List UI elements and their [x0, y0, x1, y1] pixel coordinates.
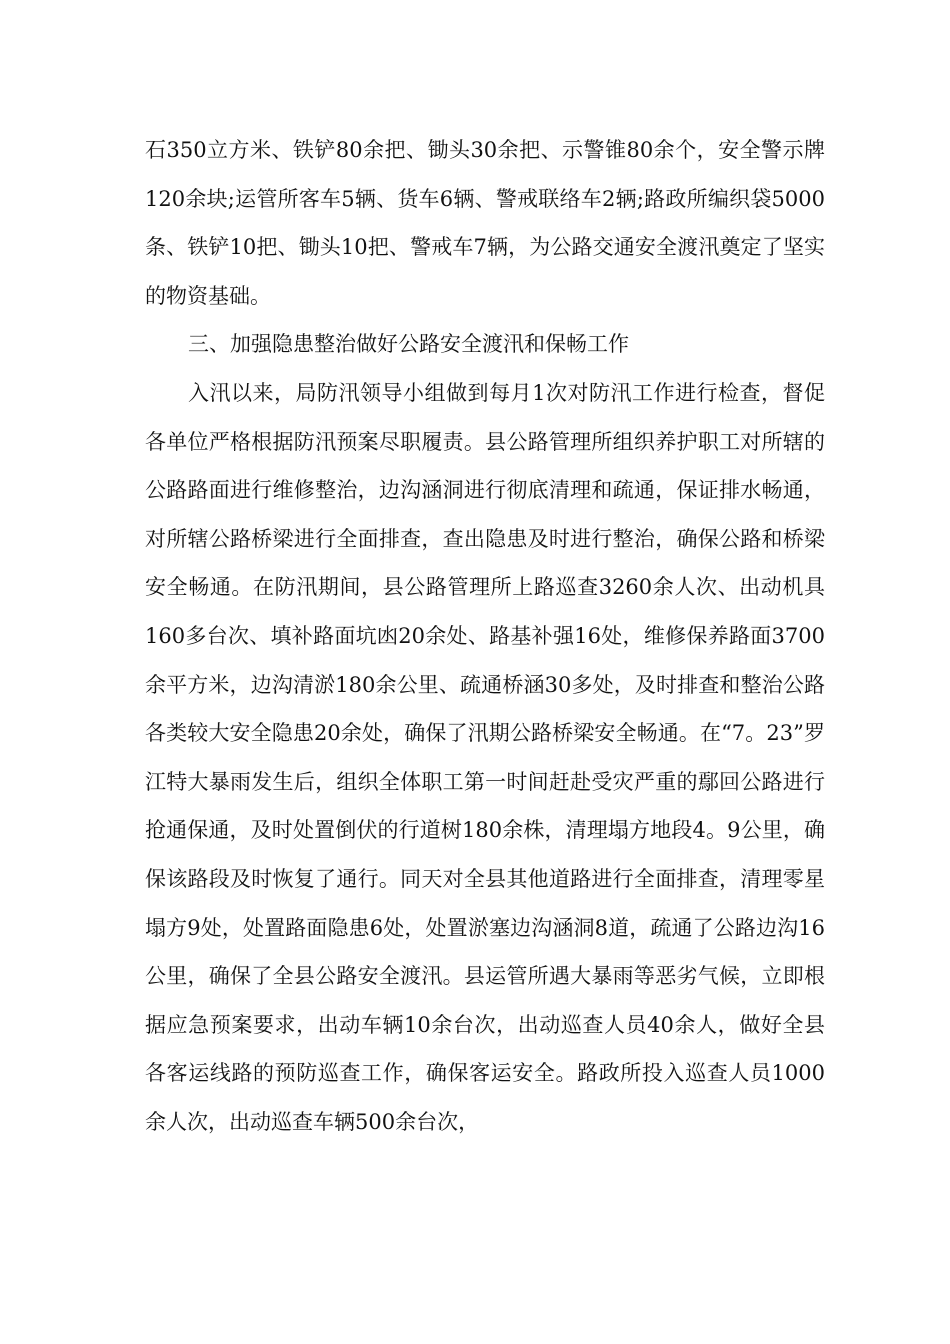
section-heading: 三、加强隐患整治做好公路安全渡汛和保畅工作 [188, 332, 629, 357]
paragraph-hazard-rectification: 入汛以来，局防汛领导小组做到每月1次对防汛工作进行检查，督促各单位严格根据防汛预案尽职履责。县公路管理所组织养护职工对所辖的公路路面进行维修整治，边沟涵洞进行彻底清理和疏通，保证排水畅通，对所辖公路桥梁进行全面排查，查出隐患及时进行整治，确保公路和桥梁安全畅通。在防汛期间，县公路管理所上路巡查3260余人次、出动机具160多台次、填补路面坑凼20余处、路基补强16处，维修保养路面3700余平方米，边沟清淤180余公里、疏通桥涵30多处，及时排查和整治公路各类较大安全隐患20余处，确保了汛期公路桥梁安全畅通。在“7。23”罗江特大暴雨发生后，组织全体职工第一时间赶赴受灾严重的鄢回公路进行抢通保通，及时处置倒伏的行道树180余株，清理塌方地段4。9公里，确保该路段及时恢复了通行。同天对全县其他道路进行全面排查，清理零星塌方9处，处置路面隐患6处，处置淤塞边沟涵洞8道，疏通了公路边沟16公里，确保了全县公路安全渡汛。县运管所遇大暴雨等恶劣气候，立即根据应急预案要求，出动车辆10余台次，出动巡查人员40余人，做好全县各客运线路的预防巡查工作，确保客运安全。路政所投入巡查人员1000余人次，出动巡查车辆500余台次， [145, 380, 825, 1134]
document-body [145, 126, 825, 1146]
paragraph-materials-continued: 石350立方米、铁铲80余把、锄头30余把、示警锥80余个，安全警示牌120余块;运管所客车5辆、货车6辆、警戒联络车2辆;路政所编织袋5000条、铁铲10把、锄头10把、警戒车7辆，为公路交通安全渡汛奠定了坚实的物资基础。 [145, 138, 825, 308]
